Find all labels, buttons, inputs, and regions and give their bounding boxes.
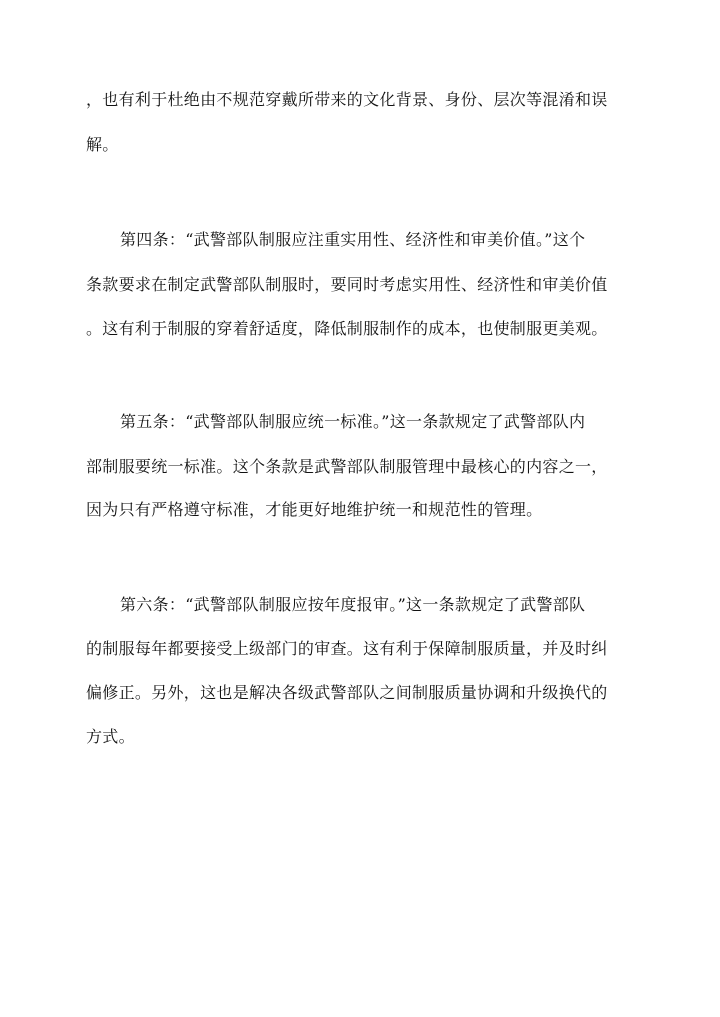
paragraph-4-line-3: 偏修正。另外，这也是解决各级武警部队之间制服质量协调和升级换代的 (86, 683, 608, 702)
paragraph-2-line-1: 第四条：“武警部队制服应注重实用性、经济性和审美价值。”这个 (120, 230, 586, 249)
paragraph-1-line-1: ，也有利于杜绝由不规范穿戴所带来的文化背景、身份、层次等混淆和误 (86, 90, 608, 109)
paragraph-3-line-3: 因为只有严格遵守标准，才能更好地维护统一和规范性的管理。 (86, 500, 543, 519)
paragraph-2-line-3: 。这有利于制服的穿着舒适度，降低制服制作的成本，也使制服更美观。 (86, 319, 608, 338)
paragraph-3-line-2: 部制服要统一标准。这个条款是武警部队制服管理中最核心的内容之一， (86, 457, 608, 476)
paragraph-4-line-4: 方式。 (86, 727, 135, 746)
paragraph-4-line-1: 第六条：“武警部队制服应按年度报审。”这一条款规定了武警部队 (120, 595, 586, 614)
paragraph-1-line-2: 解。 (86, 135, 119, 154)
paragraph-3-line-1: 第五条：“武警部队制服应统一标准。”这一条款规定了武警部队内 (120, 412, 586, 431)
paragraph-4-line-2: 的制服每年都要接受上级部门的审查。这有利于保障制服质量，并及时纠 (86, 639, 608, 658)
paragraph-2-line-2: 条款要求在制定武警部队制服时，要同时考虑实用性、经济性和审美价值 (86, 275, 608, 294)
